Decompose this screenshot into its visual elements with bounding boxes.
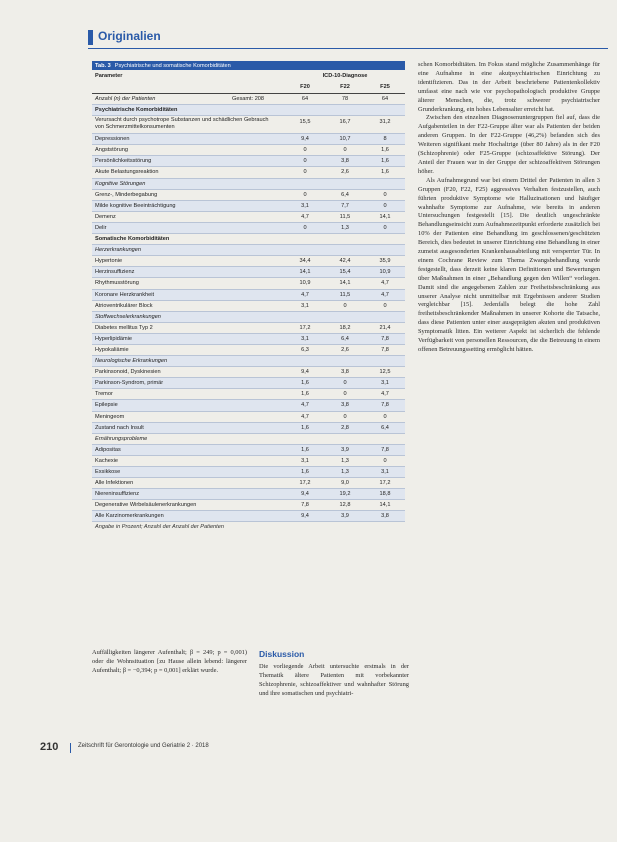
table-row [92, 223, 405, 234]
cell-f20: 3,1 [301, 457, 309, 464]
table-caption [92, 61, 405, 70]
cell-f20: 9,4 [301, 369, 309, 376]
table-header [92, 70, 405, 94]
table-row [92, 267, 405, 278]
row-label: Depressionen [95, 136, 130, 143]
table-row [92, 134, 405, 145]
row-label: Angststörung [95, 147, 128, 154]
table-row [92, 467, 405, 478]
table-row [92, 312, 405, 323]
discussion-heading: Diskussion [259, 649, 305, 659]
table-row [92, 167, 405, 178]
table-row [92, 212, 405, 223]
table-row [92, 500, 405, 511]
cell-f25: 0 [383, 202, 387, 209]
cell-f20: 0 [303, 158, 307, 165]
table-row [92, 378, 405, 389]
row-label: Hypokaliämie [95, 346, 129, 353]
cell-f25: 1,6 [381, 158, 389, 165]
right-paragraph-1: schen Komorbiditäten. Im Fokus stand mögliche Zusammenhänge für eine Aufnahme in eine akutpsychiatrischen Einrichtung zu identifizieren. Das in der Arbeit beschriebene Patientenkollektiv umfasst eine nach wie vor psychopathologisch produktive Gruppe älterer Menschen, die, trotz schwerer psychiatrischer Grunderkrankung, ein hohes Lebensalter erreicht hat. [418, 61, 600, 113]
cell-f22: 6,4 [341, 335, 349, 342]
section-header [88, 26, 608, 49]
row-label: Psychiatrische Komorbiditäten [95, 107, 178, 114]
cell-f22: 15,4 [339, 269, 351, 276]
row-label: Tremor [95, 391, 113, 398]
table-row [92, 334, 405, 345]
cell-f20: 1,6 [301, 469, 309, 475]
row-label: Anzahl (n) der Patienten [95, 96, 156, 102]
row-label: Somatische Komorbiditäten [95, 236, 170, 243]
cell-f22: 7,7 [341, 202, 349, 209]
cell-f20: 14,1 [299, 269, 311, 276]
row-label: Verursacht durch psychotrope Substanzen und schädlichen Gebrauch von Schmerzmittelkonsumenten [95, 117, 269, 130]
cell-f20: 7,8 [301, 502, 309, 509]
cell-f25: 14,1 [379, 502, 391, 509]
cell-f20: 1,6 [301, 424, 309, 431]
row-label: Diabetes mellitus Typ 2 [95, 324, 153, 331]
cell-f20: 15,5 [299, 119, 311, 126]
cell-f22: 19,2 [339, 491, 351, 498]
discussion-paragraph: Die vorliegende Arbeit untersuchte erstmals in der Thematik ältere Patienten mit vorbekannter Schizophrenie, schizoaffektiver und wahnhafter Störung und ihre somatischen und psychiatri- [259, 663, 409, 697]
table-body [92, 94, 405, 522]
cell-f22: 11,5 [339, 291, 351, 298]
cell-f25: 0 [383, 224, 387, 231]
cell-f20: 1,6 [301, 446, 309, 453]
row-label: Kognitive Störungen [95, 180, 146, 187]
cell-f22: 2,8 [341, 424, 349, 431]
cell-f22: 11,5 [339, 213, 351, 220]
cell-f22: 2,6 [341, 169, 349, 176]
cell-f25: 31,2 [379, 119, 391, 126]
table-row [92, 434, 405, 445]
row-label: Parkinsonoid, Dyskinesien [95, 369, 161, 376]
cell-f25: 14,1 [379, 213, 391, 220]
cell-f20: 0 [303, 191, 307, 198]
cell-f22: 0 [343, 380, 347, 387]
cell-f20: 9,4 [301, 513, 309, 520]
table-row [92, 356, 405, 367]
row-label: Degenerative Wirbelsäulenerkrankungen [95, 502, 197, 509]
row-label: Atrioventrikulärer Block [95, 302, 153, 309]
row-label: Herzinsuffizienz [95, 269, 135, 276]
cell-f25: 0 [383, 191, 387, 198]
cell-f20: 3,1 [301, 335, 309, 342]
cell-f22: 78 [341, 96, 349, 102]
cell-f20: 10,9 [299, 280, 311, 287]
cell-f22: 10,7 [339, 136, 351, 143]
cell-f25: 64 [381, 96, 389, 102]
row-label: Meningeom [95, 413, 125, 420]
table-row [92, 278, 405, 289]
row-label: Adipositas [95, 446, 121, 453]
column-header-f25: F25 [380, 84, 390, 90]
cell-f20: 1,6 [301, 391, 309, 398]
cell-f22: 0 [343, 391, 347, 398]
table-row [92, 245, 405, 256]
row-label: Herzerkrankungen [95, 247, 142, 254]
row-label: Zustand nach Insult [95, 424, 144, 431]
row-label: Koronare Herzkrankheit [95, 291, 155, 298]
cell-f25: 17,2 [379, 480, 391, 487]
cell-f20: 0 [303, 169, 307, 176]
cell-f20: 34,4 [299, 258, 311, 265]
cell-f25: 7,8 [381, 402, 389, 409]
cell-f20: 4,7 [301, 213, 309, 220]
cell-f22: 12,8 [339, 502, 351, 509]
cell-f22: 16,7 [339, 119, 351, 126]
table-row [92, 145, 405, 156]
cell-f22: 3,8 [341, 158, 349, 165]
table-footnote: Angabe in Prozent; Anzahl der Anzahl der Patienten [95, 524, 224, 531]
row-label: Delir [95, 224, 107, 231]
left-text-column [92, 649, 247, 676]
row-label: Alle Infektionen [95, 480, 134, 487]
cell-f25: 6,4 [381, 424, 389, 431]
table-row [92, 179, 405, 190]
table-row [92, 256, 405, 267]
column-header-parameter: Parameter [95, 73, 123, 79]
cell-f25: 1,6 [381, 147, 389, 154]
cell-f22: 0 [343, 413, 347, 420]
cell-f25: 4,7 [381, 280, 389, 287]
section-title: Originalien [98, 29, 161, 43]
table-row [92, 456, 405, 467]
cell-f22: 3,9 [341, 446, 349, 453]
cell-f25: 8 [383, 136, 387, 143]
table-row [92, 511, 405, 522]
cell-f22: 3,9 [341, 513, 349, 520]
cell-f20: 9,4 [301, 491, 309, 498]
header-bar [88, 30, 93, 45]
table-row [92, 389, 405, 400]
cell-f25: 0 [383, 457, 387, 464]
cell-f20: 1,6 [301, 380, 309, 387]
row-label: Grenz-, Minderbegabung [95, 191, 158, 198]
cell-f25: 10,9 [379, 269, 391, 276]
row-label: Milde kognitive Beeinträchtigung [95, 202, 176, 209]
table-row [92, 345, 405, 356]
right-paragraph-3: Als Aufnahmegrund war bei einem Drittel der Patienten in allen 3 Gruppen (F20, F22, F25) aggressives Verhalten festzustellen, auch führten produktive Symptome wie Halluzinationen und häufiger wahnhafte Symptome zur Aufnahme, wie bereits in anderen Untersuchungen festgestellt [15]. Die deutlich ungeschränkte Behandlungseinsicht zum Aufnahmezeitpunkt erforderte zusätzlich bei 10% der Patienten eine Behandlung im geschlossenen/geschützten Bereich, dies bedeutet in unserer Einrichtung eine Behandlung in einer zumeist ausgesonderten Krankenhausabteilung mit versperrter Tür. In einem Cochrane Review zum Thema Zwangsbehandlung wurde festgestellt, dass derzeit keine klaren Definitionen und Bewertungen über Maßnahmen in einer „Behandlung gegen den Willen“ vorliegen. Damit sind die angegebenen Zahlen zur Freiheitsbeschränkung aus unserer Analyse nicht unmittelbar mit Ergebnissen anderer Studien vergleichbar [15]. Jedenfalls belegt die hohe Zahl freiheitsbeschränkender Maßnahmen in unserer Kohorte die Tatsache, dass diese Patienten unter einer ausgeprägten akuten und produktiven Symptomatik litten. Ein weiterer Aspekt ist sicherlich die fehlende Verfügbarkeit von personellen Ressourcen, die die Betreuung in einem offenen Betreuungssetting ermöglicht hätten. [418, 176, 600, 353]
row-label: Stoffwechselerkrankungen [95, 313, 161, 320]
right-paragraph-2: Zwischen den einzelnen Diagnosenuntergruppen fiel auf, dass die Aufgabenteilen in der F22-Gruppe älter war als Patienten der beiden anderen Gruppen. In der F22-Gruppe (46,2%) befanden sich des Weiteren signifikant mehr Hochaltrige (über 80 Jahre) als in der F20 (Schizophrenie) oder F25-Gruppe (schizoaffektive Störung). Der Anteil der Frauen war in der Gruppe der schizoaffektiven Störungen höher. [418, 114, 600, 175]
cell-f20: 9,4 [301, 136, 309, 143]
cell-f20: 4,7 [301, 291, 309, 298]
cell-f25: 3,1 [381, 380, 389, 387]
cell-f20: 17,2 [299, 324, 311, 331]
row-label: Kachexie [95, 457, 119, 464]
row-total: Gesamt: 208 [232, 96, 265, 102]
column-header-icd: ICD-10-Diagnose [322, 73, 368, 79]
cell-f20: 64 [301, 96, 309, 102]
cell-f25: 18,8 [379, 491, 391, 498]
right-text-column [418, 61, 600, 355]
table-title: Psychiatrische und somatische Komorbiditäten [114, 62, 231, 69]
cell-f22: 0 [343, 302, 347, 309]
footer-divider [70, 743, 71, 753]
row-label: Hyperlipidämie [95, 335, 132, 342]
column-header-f22: F22 [340, 84, 350, 90]
row-label: Persönlichkeitsstörung [95, 158, 152, 165]
cell-f25: 4,7 [381, 291, 389, 298]
cell-f25: 7,8 [381, 346, 389, 353]
table-row [92, 301, 405, 312]
cell-f22: 1,3 [341, 469, 349, 475]
table-row [92, 105, 405, 116]
cell-f25: 7,8 [381, 335, 389, 342]
cell-f20: 0 [303, 147, 307, 154]
row-label: Hypertonie [95, 258, 123, 265]
cell-f25: 0 [383, 302, 387, 309]
cell-f20: 0 [303, 224, 307, 231]
row-label: Rhythmusstörung [95, 280, 139, 287]
row-label: Neurologische Erkrankungen [95, 358, 168, 365]
cell-f25: 7,8 [381, 446, 389, 453]
cell-f25: 1,6 [381, 169, 389, 176]
cell-f22: 9,0 [341, 480, 349, 487]
table-row [92, 423, 405, 434]
table-row [92, 445, 405, 456]
table-row [92, 201, 405, 212]
row-label: Alle Karzinomerkrankungen [95, 513, 164, 520]
cell-f20: 17,2 [299, 480, 311, 487]
cell-f25: 35,9 [379, 258, 391, 265]
comorbidity-table [92, 61, 405, 533]
cell-f20: 3,1 [301, 202, 309, 209]
table-row [92, 489, 405, 500]
table-row [92, 478, 405, 489]
table-row [92, 156, 405, 167]
row-label: Niereninsuffizienz [95, 491, 140, 498]
table-row [92, 412, 405, 423]
cell-f25: 0 [383, 413, 387, 420]
cell-f22: 0 [343, 147, 347, 154]
cell-f22: 42,4 [339, 258, 351, 265]
row-label: Demenz [95, 213, 116, 220]
cell-f22: 14,1 [339, 280, 351, 287]
row-label: Epilepsie [95, 402, 118, 409]
row-label: Parkinson-Syndrom, primär [95, 380, 164, 387]
cell-f20: 6,3 [301, 346, 309, 353]
table-row [92, 323, 405, 334]
cell-f22: 18,2 [339, 324, 351, 331]
cell-f25: 3,8 [381, 513, 389, 520]
results-paragraph: Auffälligkeiten längerer Aufenthalt; β = 249; p = 0,001) oder die Wohnsituation [zu Hause allein lebend: längerer Aufenthalt; β = −0,394; p = 0,001] erklärt wurde. [92, 649, 247, 674]
table-row [92, 116, 405, 134]
cell-f22: 1,3 [341, 457, 349, 464]
cell-f20: 4,7 [301, 413, 309, 420]
cell-f25: 21,4 [379, 324, 391, 331]
discussion-column [259, 663, 409, 699]
cell-f22: 1,3 [341, 224, 349, 231]
table-row [92, 94, 405, 105]
cell-f22: 3,8 [341, 369, 349, 376]
cell-f25: 12,5 [379, 369, 391, 376]
journal-name: Zeitschrift für Gerontologie und Geriatrie 2 · 2018 [78, 743, 209, 749]
table-row [92, 190, 405, 201]
cell-f25: 3,1 [381, 469, 389, 475]
page-number: 210 [40, 741, 59, 753]
table-row [92, 234, 405, 245]
cell-f20: 3,1 [301, 302, 309, 309]
row-label: Akute Belastungsreaktion [95, 169, 159, 176]
column-header-f20: F20 [300, 84, 310, 90]
table-row [92, 290, 405, 301]
row-label: Ernährungsprobleme [95, 435, 148, 442]
table-number: Tab. 3 [95, 62, 111, 69]
cell-f22: 2,6 [341, 346, 349, 353]
cell-f22: 3,8 [341, 402, 349, 409]
table-row [92, 367, 405, 378]
row-label: Exsikkose [95, 469, 121, 475]
cell-f22: 6,4 [341, 191, 349, 198]
page-footer [40, 741, 600, 755]
table-row [92, 400, 405, 411]
cell-f20: 4,7 [301, 402, 309, 409]
cell-f25: 4,7 [381, 391, 389, 398]
